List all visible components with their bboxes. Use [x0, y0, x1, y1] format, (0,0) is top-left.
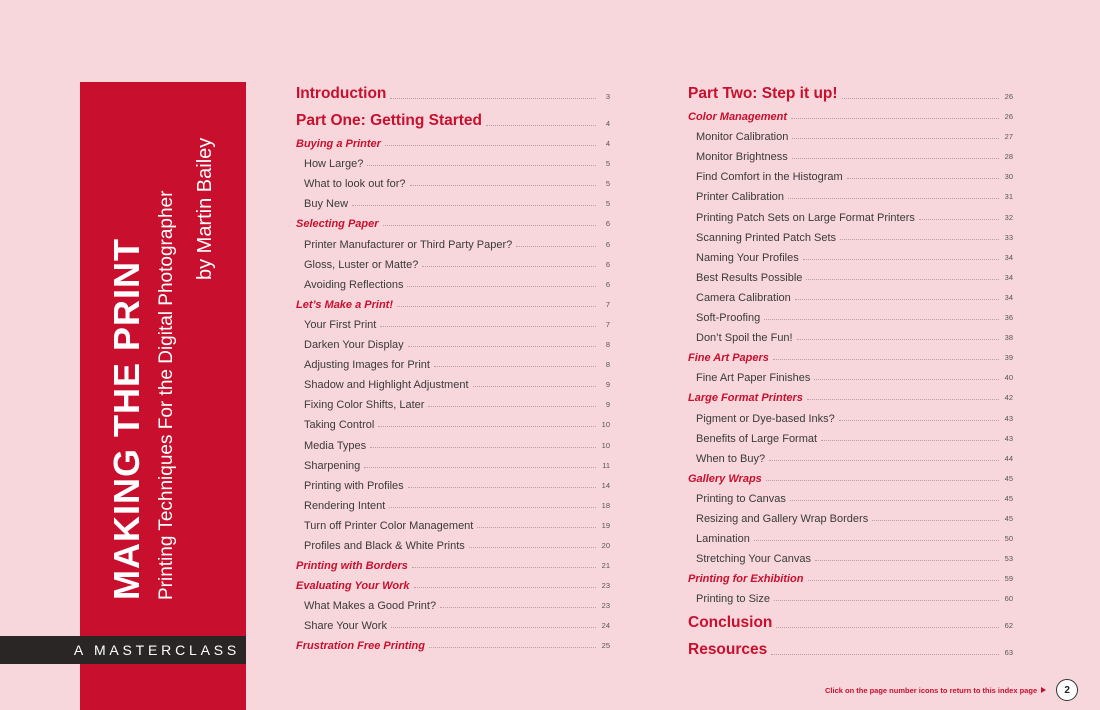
toc-page-number[interactable]: 45	[1004, 493, 1013, 503]
toc-entry-label: Frustration Free Printing	[296, 640, 425, 653]
toc-entry[interactable]	[296, 371, 610, 391]
toc-entry[interactable]	[296, 76, 610, 103]
dot-leader	[764, 319, 999, 320]
toc-page-number[interactable]: 3	[605, 92, 610, 101]
toc-entry[interactable]	[296, 572, 610, 592]
toc-entry[interactable]	[688, 143, 1013, 163]
toc-page-number[interactable]: 45	[1004, 473, 1013, 483]
dot-leader	[378, 426, 596, 427]
toc-entry-label: Avoiding Reflections	[304, 278, 404, 291]
toc-entry[interactable]	[688, 324, 1013, 344]
toc-entry[interactable]	[688, 183, 1013, 203]
toc-entry-label: What Makes a Good Print?	[304, 600, 437, 613]
dot-leader	[769, 460, 999, 461]
toc-entry-label: Best Results Possible	[696, 271, 803, 284]
toc-page-number[interactable]: 43	[1004, 413, 1013, 423]
toc-right-column	[688, 76, 1013, 659]
toc-entry-label: Taking Control	[304, 419, 375, 432]
dot-leader	[383, 225, 596, 226]
toc-entry-label: Adjusting Images for Print	[304, 359, 430, 372]
toc-page-number[interactable]: 38	[1004, 333, 1013, 343]
dot-leader	[410, 185, 597, 186]
toc-entry-label: Fine Art Paper Finishes	[696, 372, 811, 385]
toc-entry-label: Pigment or Dye-based Inks?	[696, 412, 835, 425]
toc-page-number[interactable]: 26	[1004, 112, 1013, 122]
toc-entry-label: Introduction	[296, 85, 387, 102]
toc-entry-label: Gloss, Luster or Matte?	[304, 258, 419, 271]
dot-leader	[847, 178, 999, 179]
dot-leader	[391, 627, 596, 628]
toc-page-number[interactable]: 43	[1004, 433, 1013, 443]
book-subtitle: Printing Techniques For the Digital Photographer	[156, 190, 177, 600]
toc-entry-label: Fixing Color Shifts, Later	[304, 399, 425, 412]
dot-leader	[754, 540, 999, 541]
toc-page-number[interactable]: 6	[605, 279, 610, 289]
dot-leader	[808, 580, 1000, 581]
toc-page-number[interactable]: 11	[602, 460, 610, 470]
book-title: MAKING THE PRINT	[106, 238, 147, 600]
toc-entry-label: Don’t Spoil the Fun!	[696, 332, 793, 345]
toc-entry[interactable]	[688, 485, 1013, 505]
masterclass-badge: A MASTERCLASS	[0, 636, 246, 664]
dot-leader	[840, 239, 999, 240]
dot-leader	[422, 266, 596, 267]
toc-entry-label: Soft-Proofing	[696, 312, 761, 325]
toc-page-number[interactable]: 23	[601, 581, 610, 591]
toc-page-number[interactable]: 9	[605, 400, 610, 410]
toc-left-column	[296, 76, 610, 652]
toc-entry-label: Monitor Calibration	[696, 131, 789, 144]
toc-page-number[interactable]: 19	[601, 520, 610, 530]
toc-entry-label: Printing for Exhibition	[688, 573, 804, 586]
toc-entry[interactable]	[296, 411, 610, 431]
dot-leader	[795, 299, 999, 300]
toc-entry[interactable]	[296, 552, 610, 572]
toc-entry-label: Buy New	[304, 198, 349, 211]
toc-page-number[interactable]: 50	[1004, 534, 1013, 544]
toc-entry[interactable]	[688, 384, 1013, 404]
toc-page-number[interactable]: 33	[1004, 232, 1013, 242]
toc-entry-label: Printing Patch Sets on Large Format Printers	[696, 211, 915, 224]
toc-entry[interactable]	[688, 244, 1013, 264]
dot-leader	[469, 547, 596, 548]
toc-entry-label: Find Comfort in the Histogram	[696, 171, 843, 184]
dot-leader	[842, 98, 999, 99]
toc-entry[interactable]	[296, 190, 610, 210]
dot-leader	[364, 467, 596, 468]
toc-page-number[interactable]: 10	[601, 440, 610, 450]
toc-entry-label: Part One: Getting Started	[296, 112, 483, 129]
toc-entry[interactable]	[688, 364, 1013, 384]
toc-page-number[interactable]: 34	[1004, 292, 1013, 302]
toc-entry-label: Scanning Printed Patch Sets	[696, 231, 837, 244]
toc-entry[interactable]	[688, 404, 1013, 424]
dot-leader	[516, 246, 596, 247]
dot-leader	[407, 286, 596, 287]
dot-leader	[389, 507, 596, 508]
toc-entry-label: Benefits of Large Format	[696, 432, 818, 445]
dot-leader	[473, 386, 597, 387]
toc-entry-label: Let’s Make a Print!	[296, 298, 393, 311]
toc-page-number[interactable]: 53	[1004, 554, 1013, 564]
toc-entry[interactable]	[296, 492, 610, 512]
toc-entry-label: Printer Calibration	[696, 191, 785, 204]
toc-entry[interactable]	[296, 532, 610, 552]
toc-entry-label: Printer Manufacturer or Third Party Paper?	[304, 238, 513, 251]
toc-entry[interactable]	[688, 632, 1013, 659]
dot-leader	[792, 158, 999, 159]
toc-entry[interactable]	[688, 264, 1013, 284]
dot-leader	[440, 607, 596, 608]
toc-entry-label: What to look out for?	[304, 178, 406, 191]
toc-page-number[interactable]: 14	[601, 480, 610, 490]
dot-leader	[815, 560, 999, 561]
toc-entry-label: Buying a Printer	[296, 138, 381, 151]
toc-page-number[interactable]: 10	[601, 420, 610, 430]
dot-leader	[390, 98, 596, 99]
toc-entry[interactable]	[688, 525, 1013, 545]
toc-entry[interactable]	[688, 565, 1013, 585]
toc-entry[interactable]	[296, 291, 610, 311]
toc-entry[interactable]	[688, 465, 1013, 485]
toc-entry[interactable]	[296, 130, 610, 150]
dot-leader	[434, 366, 596, 367]
toc-entry-label: Monitor Brightness	[696, 151, 788, 164]
toc-page-number[interactable]: 42	[1004, 393, 1013, 403]
toc-page-number[interactable]: 45	[1004, 513, 1013, 523]
toc-entry-label: Selecting Paper	[296, 218, 379, 231]
toc-entry-label: Darken Your Display	[304, 339, 404, 352]
toc-entry[interactable]	[296, 431, 610, 451]
toc-entry[interactable]	[296, 331, 610, 351]
toc-entry[interactable]	[296, 512, 610, 532]
toc-page-number[interactable]: 6	[605, 219, 610, 229]
dot-leader	[807, 399, 999, 400]
dot-leader	[791, 118, 999, 119]
toc-entry[interactable]	[296, 612, 610, 632]
dot-leader	[792, 138, 999, 139]
toc-page-number[interactable]: 4	[605, 119, 610, 128]
toc-entry[interactable]	[688, 425, 1013, 445]
toc-page-number[interactable]: 26	[1004, 92, 1013, 101]
toc-page-number[interactable]: 7	[605, 299, 610, 309]
toc-entry-label: Camera Calibration	[696, 291, 791, 304]
toc-page-number[interactable]: 23	[601, 601, 610, 611]
dot-leader	[821, 440, 999, 441]
toc-page-number[interactable]: 31	[1004, 192, 1013, 202]
dot-leader	[428, 406, 596, 407]
toc-entry[interactable]	[296, 210, 610, 230]
toc-page-number[interactable]: 36	[1004, 313, 1013, 323]
toc-entry[interactable]	[296, 311, 610, 331]
page-number-badge[interactable]: 2	[1056, 679, 1078, 701]
toc-page-number[interactable]: 5	[605, 179, 610, 189]
toc-entry[interactable]	[688, 344, 1013, 364]
toc-page-number[interactable]: 28	[1004, 152, 1013, 162]
toc-page-number[interactable]: 25	[601, 641, 610, 651]
toc-entry[interactable]	[296, 632, 610, 652]
toc-entry-label: Sharpening	[304, 459, 361, 472]
toc-entry[interactable]	[296, 452, 610, 472]
triangle-right-icon	[1041, 687, 1046, 693]
toc-entry[interactable]	[688, 605, 1013, 632]
dot-leader	[412, 567, 596, 568]
toc-entry-label: Stretching Your Canvas	[696, 553, 811, 566]
dot-leader	[872, 520, 999, 521]
toc-entry[interactable]	[688, 76, 1013, 103]
toc-entry[interactable]	[296, 271, 610, 291]
dot-leader	[352, 205, 596, 206]
toc-entry-label: Profiles and Black & White Prints	[304, 539, 465, 552]
toc-page-number[interactable]: 40	[1004, 373, 1013, 383]
toc-entry-label: Your First Print	[304, 318, 377, 331]
toc-entry-label: Fine Art Papers	[688, 352, 769, 365]
dot-leader	[414, 587, 597, 588]
toc-entry[interactable]	[296, 592, 610, 612]
toc-entry-label: Printing to Canvas	[696, 492, 786, 505]
toc-entry[interactable]	[296, 351, 610, 371]
toc-entry[interactable]	[688, 445, 1013, 465]
dot-leader	[773, 359, 999, 360]
toc-entry[interactable]	[688, 203, 1013, 223]
toc-entry[interactable]	[688, 304, 1013, 324]
toc-entry[interactable]	[296, 103, 610, 130]
toc-entry-label: Naming Your Profiles	[696, 251, 799, 264]
toc-page-number[interactable]: 62	[1004, 621, 1013, 631]
dot-leader	[790, 500, 999, 501]
toc-entry[interactable]	[296, 230, 610, 250]
dot-leader	[385, 145, 596, 146]
toc-page-number[interactable]: 32	[1004, 212, 1013, 222]
dot-leader	[797, 339, 999, 340]
toc-page-number[interactable]: 30	[1004, 172, 1013, 182]
toc-entry[interactable]	[688, 284, 1013, 304]
toc-page-number[interactable]: 21	[601, 561, 610, 571]
toc-entry-label: Large Format Printers	[688, 392, 803, 405]
toc-entry-label: Part Two: Step it up!	[688, 85, 838, 102]
toc-entry[interactable]	[688, 123, 1013, 143]
dot-leader	[367, 165, 596, 166]
toc-entry[interactable]	[296, 391, 610, 411]
toc-entry-label: Printing with Profiles	[304, 479, 404, 492]
toc-page-number[interactable]: 8	[605, 340, 610, 350]
dot-leader	[408, 346, 596, 347]
toc-entry-label: Shadow and Highlight Adjustment	[304, 379, 469, 392]
toc-page-number[interactable]: 27	[1004, 132, 1013, 142]
toc-page-number[interactable]: 9	[605, 380, 610, 390]
toc-page-number[interactable]: 39	[1004, 353, 1013, 363]
toc-entry-label: How Large?	[304, 158, 364, 171]
toc-page-number[interactable]: 34	[1004, 252, 1013, 262]
toc-page-number[interactable]: 60	[1004, 594, 1013, 604]
toc-entry[interactable]	[296, 251, 610, 271]
toc-entry[interactable]	[688, 224, 1013, 244]
toc-page-number[interactable]: 20	[601, 540, 610, 550]
toc-page-number[interactable]: 5	[605, 199, 610, 209]
book-author: by Martin Bailey	[194, 137, 216, 280]
toc-page-number[interactable]: 59	[1004, 574, 1013, 584]
toc-page-number[interactable]: 6	[605, 239, 610, 249]
footer-hint: Click on the page number icons to return to this index page	[825, 685, 1038, 695]
toc-entry[interactable]	[296, 150, 610, 170]
toc-page-number[interactable]: 44	[1004, 453, 1013, 463]
page-footer	[825, 678, 1078, 702]
toc-entry-label: Printing to Size	[696, 593, 770, 606]
dot-leader	[397, 306, 596, 307]
dot-leader	[814, 379, 999, 380]
toc-entry-label: Share Your Work	[304, 620, 387, 633]
toc-entry[interactable]	[688, 585, 1013, 605]
toc-entry[interactable]	[688, 505, 1013, 525]
toc-page-number[interactable]: 63	[1004, 648, 1013, 658]
toc-entry-label: Rendering Intent	[304, 499, 386, 512]
toc-page-number[interactable]: 18	[601, 500, 610, 510]
dot-leader	[429, 647, 596, 648]
toc-entry-label: When to Buy?	[696, 452, 766, 465]
toc-page-number[interactable]: 6	[605, 259, 610, 269]
toc-entry-label: Color Management	[688, 111, 788, 124]
toc-entry-label: Resources	[688, 641, 768, 659]
dot-leader	[408, 487, 596, 488]
toc-entry-label: Gallery Wraps	[688, 472, 762, 485]
toc-entry-label: Conclusion	[688, 614, 773, 632]
toc-entry-label: Turn off Printer Color Management	[304, 519, 474, 532]
toc-page-number[interactable]: 4	[605, 139, 610, 149]
toc-entry-label: Media Types	[304, 439, 367, 452]
toc-entry[interactable]	[296, 170, 610, 190]
dot-leader	[771, 654, 999, 655]
dot-leader	[806, 279, 999, 280]
dot-leader	[788, 198, 999, 199]
toc-page-number[interactable]: 8	[605, 360, 610, 370]
toc-entry-label: Printing with Borders	[296, 560, 408, 573]
dot-leader	[776, 627, 999, 628]
toc-entry-label: Lamination	[696, 533, 750, 546]
toc-entry-label: Evaluating Your Work	[296, 580, 410, 593]
dot-leader	[486, 125, 596, 126]
dot-leader	[803, 259, 999, 260]
dot-leader	[370, 447, 596, 448]
toc-entry[interactable]	[688, 103, 1013, 123]
toc-entry-label: Resizing and Gallery Wrap Borders	[696, 512, 869, 525]
dot-leader	[380, 326, 596, 327]
dot-leader	[766, 480, 999, 481]
toc-page-number[interactable]: 24	[601, 621, 610, 631]
toc-entry[interactable]	[296, 472, 610, 492]
toc-entry[interactable]	[688, 545, 1013, 565]
toc-entry[interactable]	[688, 163, 1013, 183]
toc-page-number[interactable]: 5	[605, 159, 610, 169]
toc-page-number[interactable]: 34	[1004, 272, 1013, 282]
dot-leader	[919, 219, 999, 220]
dot-leader	[839, 420, 999, 421]
dot-leader	[477, 527, 596, 528]
toc-page-number[interactable]: 7	[605, 319, 610, 329]
dot-leader	[774, 600, 999, 601]
